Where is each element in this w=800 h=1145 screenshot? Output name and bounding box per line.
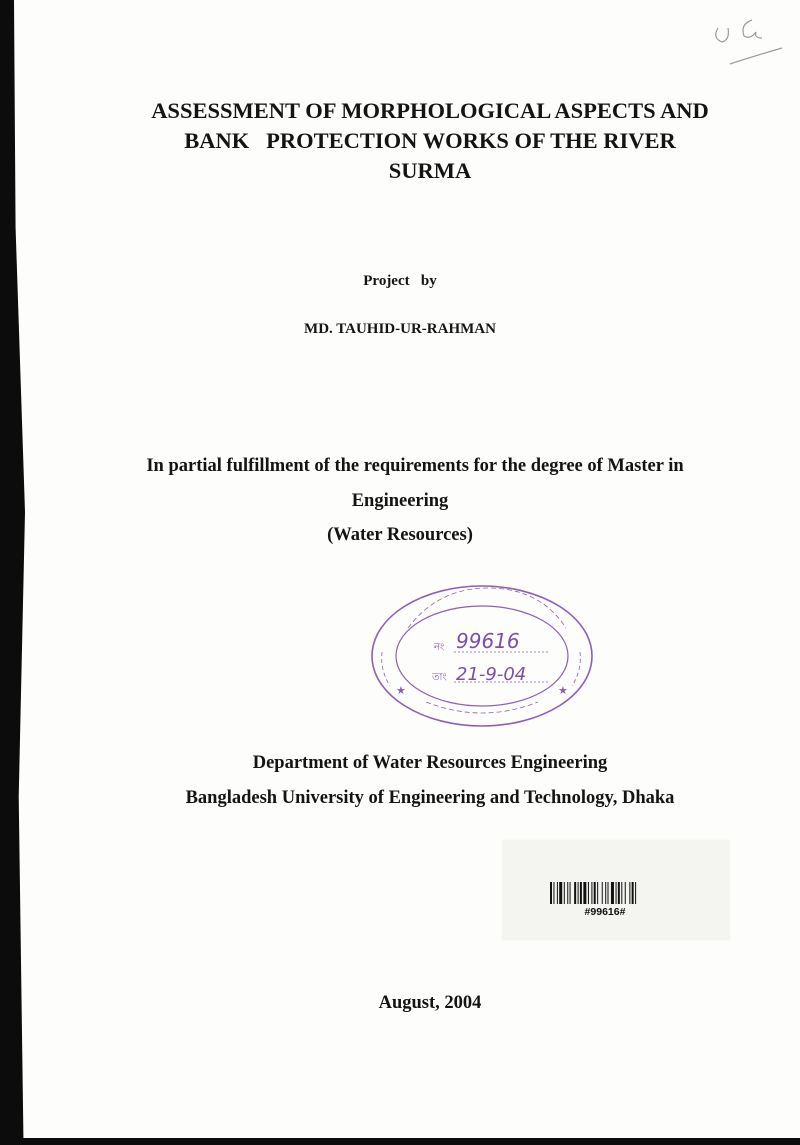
- handwritten-mark: [700, 6, 790, 76]
- thesis-title: [120, 96, 740, 186]
- library-stamp: [368, 582, 596, 730]
- submission-date: August, 2004: [378, 993, 482, 1013]
- fulfillment-statement: In partial fulfillment of the requirements for the degree of Master in: [146, 456, 684, 476]
- barcode-icon: [550, 882, 684, 908]
- degree-field: Engineering: [351, 491, 449, 511]
- svg-text:★: ★: [396, 684, 406, 697]
- barcode-number: #99616#: [584, 906, 626, 918]
- project-by-label: Project by: [363, 273, 437, 289]
- university-name: Bangladesh University of Engineering and Technology, Dhaka: [185, 788, 675, 808]
- title-line-1: ASSESSMENT OF MORPHOLOGICAL ASPECTS AND: [151, 98, 709, 123]
- title-line-3: SURMA: [388, 158, 472, 183]
- stamp-date: 21-9-04: [456, 664, 527, 685]
- svg-text:নং: নং: [434, 642, 445, 653]
- svg-text:★: ★: [558, 684, 568, 697]
- svg-text:তাং: তাং: [432, 672, 447, 683]
- stamp-accession-number: 99616: [456, 629, 520, 653]
- department-name: Department of Water Resources Engineering: [252, 753, 608, 773]
- specialization: (Water Resources): [327, 525, 473, 545]
- author-name: MD. TAUHID-UR-RAHMAN: [304, 321, 496, 337]
- title-line-2: BANK PROTECTION WORKS OF THE RIVER: [184, 128, 676, 153]
